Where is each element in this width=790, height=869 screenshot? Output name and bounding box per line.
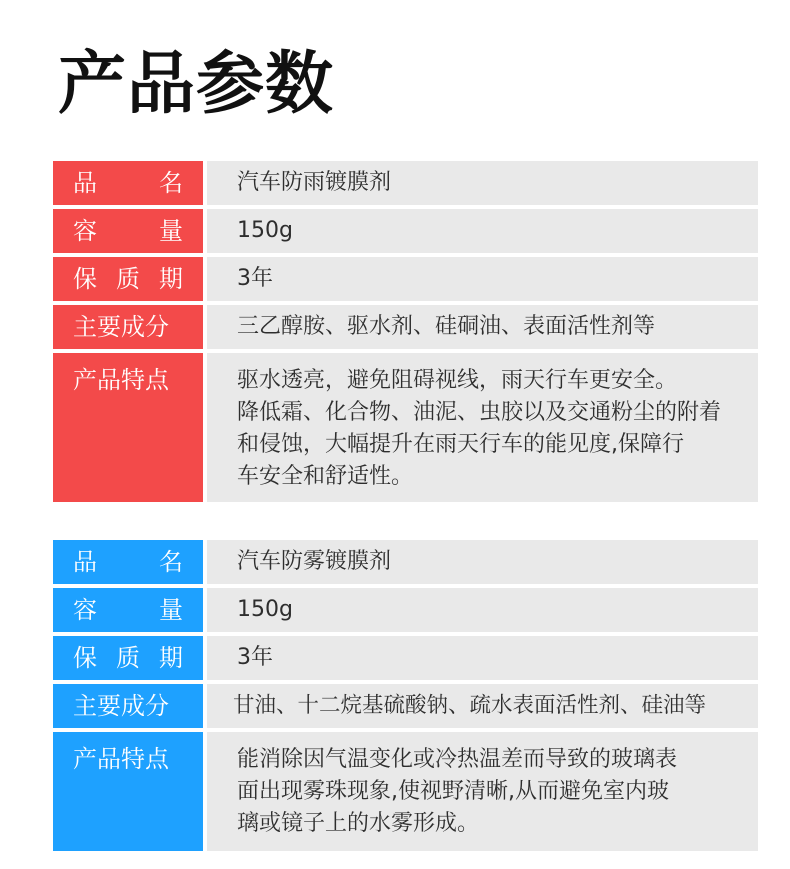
fog-coating-spec-table — [53, 540, 758, 855]
row-label: 主要成分 — [53, 305, 203, 349]
row-value: 3年 — [207, 636, 758, 680]
page-title: 产品参数 — [58, 45, 335, 124]
table-row-shelf-life — [53, 636, 758, 680]
row-label: 产品特点 — [53, 732, 203, 851]
row-label: 品 名 — [53, 161, 203, 205]
row-label: 产品特点 — [53, 353, 203, 502]
table-row-capacity — [53, 209, 758, 253]
table-row-ingredients — [53, 684, 758, 728]
table-row-name — [53, 161, 758, 205]
table-row-features — [53, 353, 758, 502]
row-value: 汽车防雾镀膜剂 — [207, 540, 758, 584]
table-row-name — [53, 540, 758, 584]
table-row-ingredients — [53, 305, 758, 349]
row-value: 3年 — [207, 257, 758, 301]
rain-coating-spec-table — [53, 161, 758, 506]
table-row-capacity — [53, 588, 758, 632]
table-row-shelf-life — [53, 257, 758, 301]
row-value: 150g — [207, 588, 758, 632]
row-label: 保 质 期 — [53, 257, 203, 301]
row-value: 150g — [207, 209, 758, 253]
row-label: 容 量 — [53, 209, 203, 253]
row-value: 三乙醇胺、驱水剂、硅硐油、表面活性剂等 — [207, 305, 758, 349]
row-label: 主要成分 — [53, 684, 203, 728]
row-value: 甘油、十二烷基硫酸钠、疏水表面活性剂、硅油等 — [207, 684, 758, 728]
row-label: 品 名 — [53, 540, 203, 584]
row-label: 容 量 — [53, 588, 203, 632]
table-row-features — [53, 732, 758, 851]
row-value: 能消除因气温变化或冷热温差而导致的玻璃表 面出现雾珠现象,使视野清晰,从而避免室内玻 璃或镜子上的水雾形成。 — [207, 732, 758, 851]
row-value: 汽车防雨镀膜剂 — [207, 161, 758, 205]
row-label: 保 质 期 — [53, 636, 203, 680]
row-value: 驱水透亮，避免阻碍视线，雨天行车更安全。 降低霜、化合物、油泥、虫胶以及交通粉尘的附着 和侵蚀，大幅提升在雨天行车的能见度,保障行 车安全和舒适性。 — [207, 353, 758, 502]
